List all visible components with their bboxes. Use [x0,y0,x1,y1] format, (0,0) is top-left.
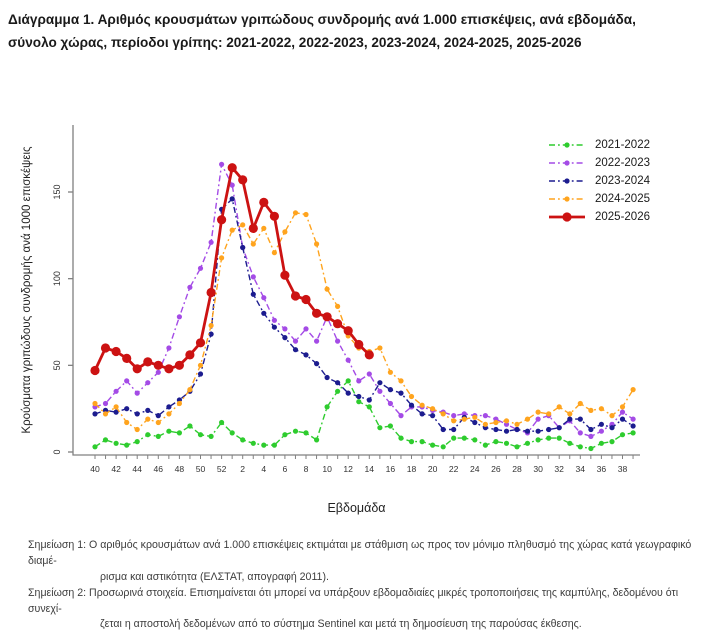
series-point-2022-2023 [588,434,593,439]
series-point-2023-2024 [314,361,319,366]
series-point-2025-2026 [270,212,279,221]
series-point-2024-2025 [325,287,330,292]
series-point-2022-2023 [219,162,224,167]
legend-line-sample-2024-2025 [548,193,586,205]
series-point-2024-2025 [219,255,224,260]
series-point-2024-2025 [272,250,277,255]
series-point-2024-2025 [483,422,488,427]
note-2-line-1: Σημείωση 2: Προσωρινά στοιχεία. Επισημαίνεται ότι μπορεί να υπάρξουν εβδομαδιαίες μικρές τροποποιήσεις της καμπύλης, δεδομένου ότι συνεχί- [28,586,679,615]
series-point-2023-2024 [261,311,266,316]
chart-title-line2: σύνολο χώρας, περίοδοι γρίπης: 2021-2022, 2022-2023, 2023-2024, 2024-2025, 2025-2026 [8,35,582,51]
series-point-2022-2023 [536,417,541,422]
series-point-2024-2025 [293,210,298,215]
series-point-2021-2022 [398,436,403,441]
legend-item-2025-2026 [548,208,650,226]
note-1-line-1: Σημείωση 1: Ο αριθμός κρουσμάτων ανά 1.000 επισκέψεις εκτιμάται με στάθμιση ως προς τον μόνιμο πληθυσμό της χώρας κατά γεωγραφικό διαμέ- [28,539,692,567]
series-point-2024-2025 [536,410,541,415]
series-point-2024-2025 [92,401,97,406]
series-point-2022-2023 [388,401,393,406]
series-point-2022-2023 [377,389,382,394]
series-point-2023-2024 [303,352,308,357]
series-point-2023-2024 [420,411,425,416]
y-tick-label: 100 [52,271,62,287]
series-point-2024-2025 [441,411,446,416]
series-point-2023-2024 [282,335,287,340]
series-point-2025-2026 [228,163,237,172]
series-point-2021-2022 [114,441,119,446]
series-point-2025-2026 [133,364,142,373]
series-point-2021-2022 [367,404,372,409]
series-point-2021-2022 [103,437,108,442]
series-point-2021-2022 [588,446,593,451]
series-point-2024-2025 [620,404,625,409]
series-point-2024-2025 [166,411,171,416]
series-point-2022-2023 [177,314,182,319]
series-point-2024-2025 [198,363,203,368]
series-point-2024-2025 [420,403,425,408]
series-point-2022-2023 [631,417,636,422]
series-point-2025-2026 [90,366,99,375]
series-point-2021-2022 [525,441,530,446]
note-2 [0,586,700,630]
series-point-2021-2022 [346,378,351,383]
series-line-2024-2025 [95,213,633,430]
series-point-2022-2023 [261,295,266,300]
series-point-2021-2022 [92,444,97,449]
series-point-2022-2023 [198,266,203,271]
series-point-2021-2022 [335,389,340,394]
series-point-2021-2022 [536,437,541,442]
series-point-2024-2025 [631,387,636,392]
series-point-2024-2025 [462,417,467,422]
series-point-2022-2023 [103,401,108,406]
legend-line-sample-2023-2024 [548,175,586,187]
series-point-2022-2023 [209,240,214,245]
series-point-2023-2024 [409,403,414,408]
series-point-2023-2024 [609,425,614,430]
series-point-2023-2024 [198,371,203,376]
series-point-2025-2026 [291,291,300,300]
series-point-2022-2023 [451,413,456,418]
series-point-2024-2025 [377,345,382,350]
series-point-2021-2022 [620,432,625,437]
series-point-2024-2025 [451,418,456,423]
series-point-2023-2024 [620,417,625,422]
series-point-2021-2022 [462,436,467,441]
series-point-2024-2025 [251,241,256,246]
series-point-2024-2025 [187,387,192,392]
x-tick-label: 48 [174,464,185,474]
series-point-2022-2023 [356,378,361,383]
series-point-2023-2024 [451,427,456,432]
legend-label-2025-2026: 2025-2026 [595,211,650,223]
x-tick-label: 28 [512,464,522,474]
series-point-2023-2024 [525,429,530,434]
series-point-2025-2026 [365,350,374,359]
x-tick-label: 6 [282,464,288,474]
series-point-2024-2025 [493,420,498,425]
series-point-2022-2023 [272,318,277,323]
series-point-2023-2024 [240,245,245,250]
series-point-2022-2023 [346,358,351,363]
legend-item-2023-2024 [548,172,650,190]
series-point-2025-2026 [217,215,226,224]
series-point-2021-2022 [187,423,192,428]
series-point-2024-2025 [599,406,604,411]
x-tick-label: 4 [261,464,267,474]
series-point-2024-2025 [282,229,287,234]
series-point-2023-2024 [251,292,256,297]
note-1 [0,538,700,586]
series-point-2024-2025 [135,427,140,432]
series-point-2021-2022 [451,436,456,441]
series-point-2024-2025 [335,304,340,309]
x-tick-label: 32 [554,464,564,474]
legend-item-2022-2023 [548,154,650,172]
legend-item-2021-2022 [548,136,650,154]
series-point-2025-2026 [333,319,342,328]
series-point-2022-2023 [314,339,319,344]
series-point-2023-2024 [346,391,351,396]
series-point-2021-2022 [567,441,572,446]
series-point-2024-2025 [230,228,235,233]
series-point-2024-2025 [525,417,530,422]
series-point-2022-2023 [282,326,287,331]
x-tick-label: 30 [533,464,543,474]
series-point-2022-2023 [156,370,161,375]
series-point-2025-2026 [323,312,332,321]
series-point-2022-2023 [398,413,403,418]
series-point-2024-2025 [504,418,509,423]
series-point-2025-2026 [344,326,353,335]
series-point-2021-2022 [166,429,171,434]
series-point-2023-2024 [588,427,593,432]
series-point-2022-2023 [483,413,488,418]
series-point-2025-2026 [196,338,205,347]
series-point-2023-2024 [599,422,604,427]
series-point-2021-2022 [377,425,382,430]
series-point-2023-2024 [472,420,477,425]
series-point-2025-2026 [238,175,247,184]
series-point-2021-2022 [177,430,182,435]
series-point-2021-2022 [631,430,636,435]
series-point-2021-2022 [599,441,604,446]
legend-label-2022-2023: 2022-2023 [595,157,650,169]
series-point-2022-2023 [578,430,583,435]
x-tick-label: 8 [303,464,309,474]
series-point-2021-2022 [325,404,330,409]
series-point-2022-2023 [599,429,604,434]
series-point-2021-2022 [483,443,488,448]
series-point-2025-2026 [354,340,363,349]
series-point-2025-2026 [122,354,131,363]
legend-item-2024-2025 [548,190,650,208]
series-point-2025-2026 [175,361,184,370]
note-1-line-2: ρισμα και αστικότητα (ΕΛΣΤΑΤ, απογραφή 2011). [100,570,329,583]
series-point-2021-2022 [557,436,562,441]
series-point-2021-2022 [272,443,277,448]
series-point-2023-2024 [388,387,393,392]
series-point-2022-2023 [367,371,372,376]
series-point-2021-2022 [609,439,614,444]
series-point-2021-2022 [388,423,393,428]
y-tick-label: 50 [52,360,62,371]
series-point-2022-2023 [187,285,192,290]
series-point-2022-2023 [114,389,119,394]
series-point-2022-2023 [251,274,256,279]
chart-legend [548,136,650,226]
series-point-2023-2024 [631,423,636,428]
series-point-2021-2022 [430,443,435,448]
series-point-2023-2024 [504,429,509,434]
note-2-line-2: ζεται η αποστολή δεδομένων από το σύστημα Sentinel και μετά τη δημοσίευση της παρούσας έκθεσης. [100,618,582,630]
series-point-2024-2025 [588,408,593,413]
series-point-2021-2022 [356,399,361,404]
y-tick-label: 150 [52,184,62,200]
series-point-2021-2022 [240,437,245,442]
series-point-2023-2024 [493,427,498,432]
series-point-2025-2026 [112,347,121,356]
series-point-2022-2023 [303,326,308,331]
x-tick-label: 36 [596,464,607,474]
series-point-2022-2023 [620,410,625,415]
series-point-2021-2022 [420,439,425,444]
series-point-2023-2024 [166,404,171,409]
x-tick-label: 50 [195,464,206,474]
y-axis-label: Κρούσματα γριπώδους συνδρομής ανά 1000 επισκέψεις [21,146,33,434]
series-point-2023-2024 [398,391,403,396]
series-point-2021-2022 [156,434,161,439]
series-point-2021-2022 [441,444,446,449]
series-point-2023-2024 [293,347,298,352]
series-point-2024-2025 [557,404,562,409]
x-tick-label: 40 [90,464,100,474]
series-point-2023-2024 [325,375,330,380]
series-point-2023-2024 [514,427,519,432]
series-point-2024-2025 [546,411,551,416]
series-point-2024-2025 [567,411,572,416]
series-point-2025-2026 [154,361,163,370]
series-point-2022-2023 [293,339,298,344]
series-point-2021-2022 [546,436,551,441]
series-point-2025-2026 [301,295,310,304]
series-point-2023-2024 [272,325,277,330]
series-point-2024-2025 [240,222,245,227]
series-point-2022-2023 [145,380,150,385]
series-point-2023-2024 [135,411,140,416]
series-point-2023-2024 [441,427,446,432]
x-tick-label: 14 [364,464,375,474]
series-point-2021-2022 [514,444,519,449]
x-tick-label: 26 [491,464,501,474]
series-point-2021-2022 [578,444,583,449]
series-point-2022-2023 [166,345,171,350]
series-point-2025-2026 [312,309,321,318]
series-point-2023-2024 [377,380,382,385]
series-point-2025-2026 [164,364,173,373]
series-point-2024-2025 [114,404,119,409]
legend-line-sample-2021-2022 [548,139,586,151]
series-point-2021-2022 [124,443,129,448]
series-point-2023-2024 [156,413,161,418]
series-point-2024-2025 [409,394,414,399]
x-tick-label: 22 [448,464,459,474]
x-tick-label: 46 [153,464,164,474]
series-point-2024-2025 [103,411,108,416]
series-point-2024-2025 [314,241,319,246]
series-point-2023-2024 [367,397,372,402]
x-tick-label: 42 [111,464,121,474]
x-tick-label: 20 [427,464,438,474]
series-point-2021-2022 [135,439,140,444]
series-point-2025-2026 [143,357,152,366]
series-point-2023-2024 [356,394,361,399]
legend-line-sample-2025-2026 [548,211,586,223]
x-tick-label: 44 [132,464,142,474]
series-point-2024-2025 [609,413,614,418]
series-point-2024-2025 [578,401,583,406]
series-point-2021-2022 [314,437,319,442]
series-point-2021-2022 [303,430,308,435]
series-point-2025-2026 [280,271,289,280]
x-tick-label: 24 [470,464,480,474]
x-tick-label: 12 [343,464,353,474]
legend-line-sample-2022-2023 [548,157,586,169]
x-tick-label: 16 [385,464,396,474]
series-point-2024-2025 [261,226,266,231]
series-point-2023-2024 [536,429,541,434]
series-point-2024-2025 [514,422,519,427]
series-line-2023-2024 [95,199,633,431]
series-point-2024-2025 [303,212,308,217]
series-point-2024-2025 [209,323,214,328]
chart-title-line1: Διάγραμμα 1. Αριθμός κρουσμάτων γριπώδους συνδρομής ανά 1.000 επισκέψεις, ανά εβδομάδα, [8,12,636,27]
x-tick-label: 34 [575,464,586,474]
series-point-2021-2022 [261,443,266,448]
series-point-2023-2024 [230,196,235,201]
series-point-2024-2025 [398,378,403,383]
x-tick-label: 38 [617,464,628,474]
series-point-2025-2026 [101,343,110,352]
x-tick-label: 52 [216,464,227,474]
legend-label-2024-2025: 2024-2025 [595,193,650,205]
series-point-2023-2024 [546,427,551,432]
series-point-2023-2024 [124,406,129,411]
series-point-2023-2024 [335,380,340,385]
series-point-2021-2022 [493,439,498,444]
series-point-2023-2024 [430,413,435,418]
series-point-2021-2022 [409,439,414,444]
series-point-2022-2023 [135,391,140,396]
series-point-2023-2024 [567,417,572,422]
series-point-2021-2022 [230,430,235,435]
series-point-2023-2024 [145,408,150,413]
x-tick-label: 2 [240,464,246,474]
series-point-2021-2022 [209,434,214,439]
series-point-2025-2026 [185,350,194,359]
series-line-2021-2022 [95,381,633,449]
series-point-2025-2026 [207,288,216,297]
x-tick-label: 18 [406,464,417,474]
series-point-2021-2022 [251,441,256,446]
x-tick-label: 10 [322,464,332,474]
series-point-2024-2025 [430,406,435,411]
series-point-2024-2025 [145,417,150,422]
y-tick-label: 0 [52,449,62,455]
series-point-2023-2024 [92,411,97,416]
series-point-2023-2024 [578,417,583,422]
series-point-2021-2022 [293,429,298,434]
series-point-2024-2025 [388,370,393,375]
x-axis-label: Εβδομάδα [327,501,386,515]
series-point-2021-2022 [282,432,287,437]
series-point-2021-2022 [198,432,203,437]
series-point-2021-2022 [219,420,224,425]
legend-label-2021-2022: 2021-2022 [595,139,650,151]
series-point-2021-2022 [145,432,150,437]
series-point-2021-2022 [504,441,509,446]
series-point-2022-2023 [335,339,340,344]
legend-label-2023-2024: 2023-2024 [595,175,650,187]
series-point-2021-2022 [472,437,477,442]
series-point-2024-2025 [472,415,477,420]
series-point-2022-2023 [124,378,129,383]
series-point-2024-2025 [156,420,161,425]
series-point-2025-2026 [259,198,268,207]
series-point-2024-2025 [177,401,182,406]
footnotes [0,538,700,630]
series-point-2023-2024 [557,425,562,430]
series-point-2025-2026 [249,224,258,233]
series-point-2024-2025 [124,420,129,425]
